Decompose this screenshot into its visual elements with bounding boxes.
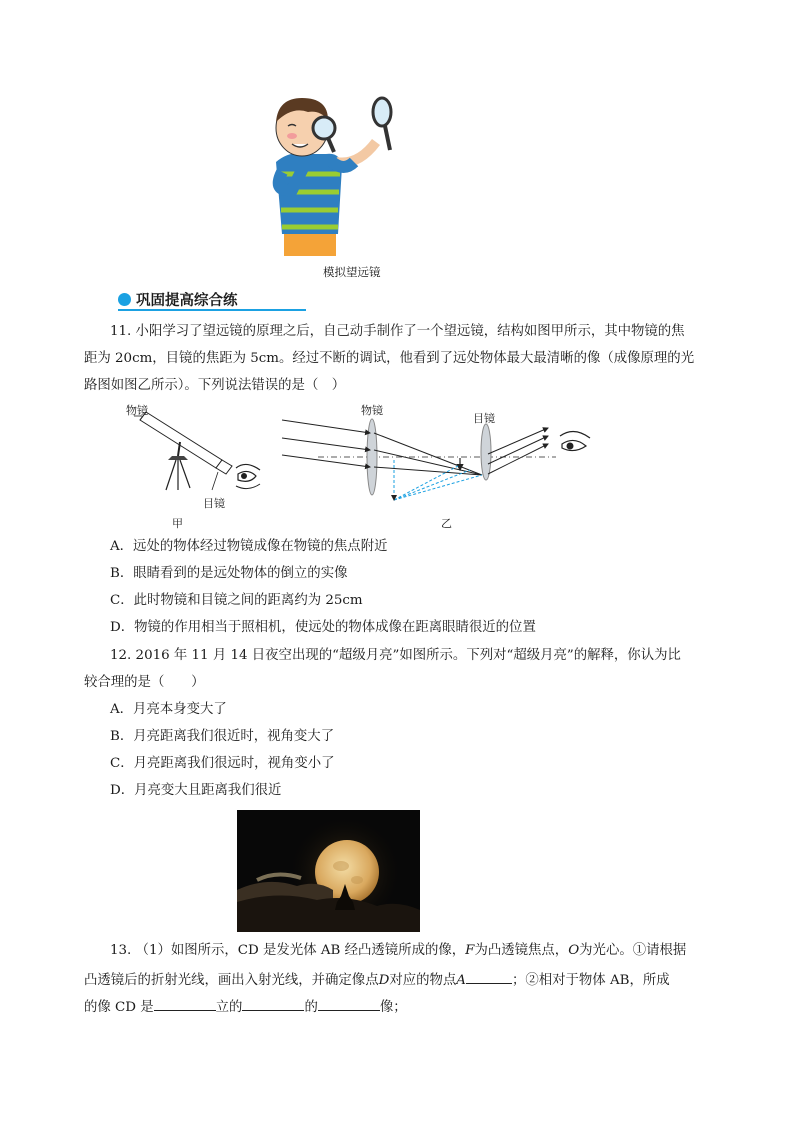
q11-stem-line-3: 路图如图乙所示）。下列说法错误的是（ ）	[84, 378, 346, 393]
answer-blank-orientation[interactable]	[154, 996, 216, 1011]
answer-blank-image-type[interactable]	[318, 996, 380, 1011]
q13-l1-b: 为凸透镜焦点，	[474, 943, 569, 958]
q13-symbol-F: F	[465, 943, 475, 958]
q12-stem-line-2: 较合理的是（ ）	[84, 675, 205, 690]
q12-option-c: C．月亮距离我们很远时，视角变小了	[110, 756, 335, 771]
q12-stem-line-1: 12. 2016 年 11 月 14 日夜空出现的“超级月亮”如图所示。下列对“超级月亮”的解释，你认为比	[110, 648, 681, 663]
jia-caption: 甲	[172, 517, 183, 530]
q13-symbol-D: D	[378, 973, 390, 988]
q11-stem-line-2: 距为 20cm，目镜的焦距为 5cm。经过不断的调试，他看到了远处物体最大最清晰的像（成像原理的光	[84, 351, 695, 366]
q13-l2-a: 凸透镜后的折射光线，画出入射光线，并确定像点	[84, 973, 379, 988]
q13-l2-b: 对应的物点	[389, 973, 457, 988]
q13-stem-line-3	[84, 996, 407, 1017]
q11-stem-line-1: 11. 小阳学习了望远镜的原理之后，自己动手制作了一个望远镜，结构如图甲所示，其中物镜的焦	[110, 324, 685, 339]
q13-l3-b: 立的	[215, 1000, 243, 1015]
q13-l3-a: 的像 CD 是	[84, 1000, 154, 1015]
q13-l1-a: 13. （1）如图所示，CD 是发光体 AB 经凸透镜所成的像，	[110, 943, 466, 958]
section-underline	[118, 309, 306, 311]
q12-option-a: A．月亮本身变大了	[110, 702, 227, 717]
yi-caption: 乙	[441, 517, 452, 530]
q11-option-c: C．此时物镜和目镜之间的距离约为 25cm	[110, 593, 363, 608]
yi-eyepiece-label: 目镜	[473, 412, 495, 425]
section-bullet-dot	[118, 293, 131, 306]
q13-l3-c: 的	[304, 1000, 318, 1015]
ray-diagram-yi	[278, 400, 598, 512]
yi-objective-label: 物镜	[361, 404, 383, 417]
q13-stem-line-2	[84, 969, 670, 990]
q13-l2-c: ；②相对于物体 AB，所成	[511, 973, 670, 988]
figure-caption: 模拟望远镜	[323, 265, 381, 279]
q13-symbol-A: A	[456, 973, 466, 988]
q11-option-a: A．远处的物体经过物镜成像在物镜的焦点附近	[110, 539, 388, 554]
q13-l3-d: 像；	[379, 1000, 407, 1015]
q12-option-b: B．月亮距离我们很近时，视角变大了	[110, 729, 335, 744]
q13-l1-c: 为光心。①请根据	[579, 943, 687, 958]
answer-blank-object-point[interactable]	[466, 969, 512, 984]
section-title: 巩固提高综合练	[136, 293, 238, 309]
q13-stem-line-1	[110, 942, 686, 960]
q11-option-d: D．物镜的作用相当于照相机，使远处的物体成像在距离眼睛很近的位置	[110, 620, 536, 635]
answer-blank-size[interactable]	[242, 996, 304, 1011]
q12-option-d: D．月亮变大且距离我们很近	[110, 783, 282, 798]
q13-symbol-O: O	[568, 943, 580, 958]
boy-telescope-illustration	[262, 92, 402, 256]
q11-option-b: B．眼睛看到的是远处物体的倒立的实像	[110, 566, 348, 581]
jia-objective-label: 物镜	[126, 404, 148, 417]
jia-eyepiece-label: 目镜	[203, 497, 225, 510]
super-moon-photo	[237, 810, 420, 932]
